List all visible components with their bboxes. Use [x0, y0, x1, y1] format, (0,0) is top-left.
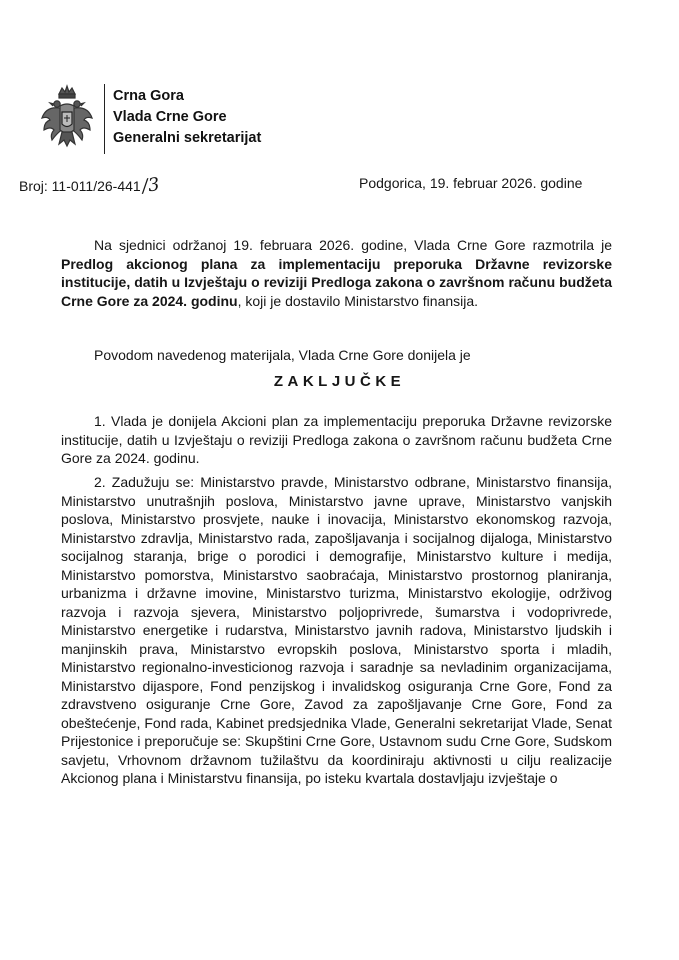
intro-text-1: Na sjednici održanoj 19. februara 2026. godine, Vlada Crne Gore razmotrila je — [94, 237, 612, 253]
intro-text-2: , koji je dostavilo Ministarstvo finansija. — [237, 292, 479, 309]
secretariat-name: Generalni sekretarijat — [113, 130, 262, 146]
government-name: Vlada Crne Gore — [113, 109, 227, 125]
intro-bold-title: Predlog akcionog plana za implementaciju preporuka Državne revizorske institucije, datih u Izvještaju o reviziji Predloga zakona o završnom računu budžeta Crne Gore za 2024. godinu — [61, 255, 612, 309]
place-date: Podgorica, 19. februar 2026. godine — [359, 175, 583, 191]
intro-paragraph — [61, 236, 612, 310]
handwritten-suffix: /3 — [140, 173, 161, 198]
decision-line — [61, 346, 612, 365]
conclusion-number: 1. — [94, 413, 106, 429]
conclusion-text: Vlada je donijela Akcioni plan za implementaciju preporuka Državne revizorske institucije, datih u Izvještaju o reviziji Predloga zakona o završnom računu budžeta Crne Gore za 2024. godinu. — [61, 413, 613, 466]
reference-number — [19, 175, 159, 196]
conclusion-number: 2. — [94, 474, 106, 490]
conclusions-heading: ZAKLJUČKE — [273, 373, 406, 390]
country-name: Crna Gora — [113, 88, 184, 104]
conclusion-item-2 — [61, 473, 612, 788]
conclusion-item-1 — [61, 412, 612, 468]
reference-number-text: Broj: 11-011/26-441 — [19, 178, 141, 194]
decision-line-text: Povodom navedenog materijala, Vlada Crne Gore donijela je — [94, 347, 471, 363]
coat-of-arms-icon — [38, 84, 96, 152]
conclusion-text: Zadužuju se: Ministarstvo pravde, Ministarstvo odbrane, Ministarstvo finansija, Ministarstvo unutrašnjih poslova, Ministarstvo javne uprave, Ministarstvo vanjskih poslova, Ministarstvo prosvjete, nauke i inovacija, Ministarstvo ekonomskog razvoja, Ministarstvo zdravlja, Ministarstvo rada, zapošljavanja i socijalnog dijaloga, Ministarstvo socijalnog staranja, brige o porodici i demografije, Ministarstvo kulture i medija, Ministarstvo pomorstva, Ministarstvo saobraćaja, Ministarstvo prostornog planiranja, urbanizma i državne imovine, Ministarstvo turizma, Ministarstvo ekologije, održivog razvoja i razvoja sjevera, Ministarstvo poljoprivrede, šumarstva i vodoprivrede, Ministarstvo energetike i rudarstva, Ministarstvo javnih radova, Ministarstvo ljudskih i manjinskih prava, Ministarstvo evropskih poslova, Ministarstvo sporta i mladih, Ministarstvo regionalno-investicionog razvoja i saradnje sa nevladinim organizacijama, Ministarstvo dijaspore, Fond penzijskog i invalidskog osiguranja Crne Gore, Fond za zdravstveno osiguranje Crne Gore, Zavod za zapošljavanje Crne Gore, Fond za obeštećenje, Fond rada, Kabinet predsjednika Vlade, Generalni sekretarijat Vlade, Senat Prijestonice i preporučuje se: Skupštini Crne Gore, Ustavnom sudu Crne Gore, Sudskom savjetu, Vrhovnom državnom tužilaštvu da koordiniraju aktivnosti u cilju realizacije Akcionog plana i Ministarstvu finansija, po isteku kvartala dostavljaju izvještaje o — [61, 474, 613, 786]
header-divider — [104, 84, 105, 154]
